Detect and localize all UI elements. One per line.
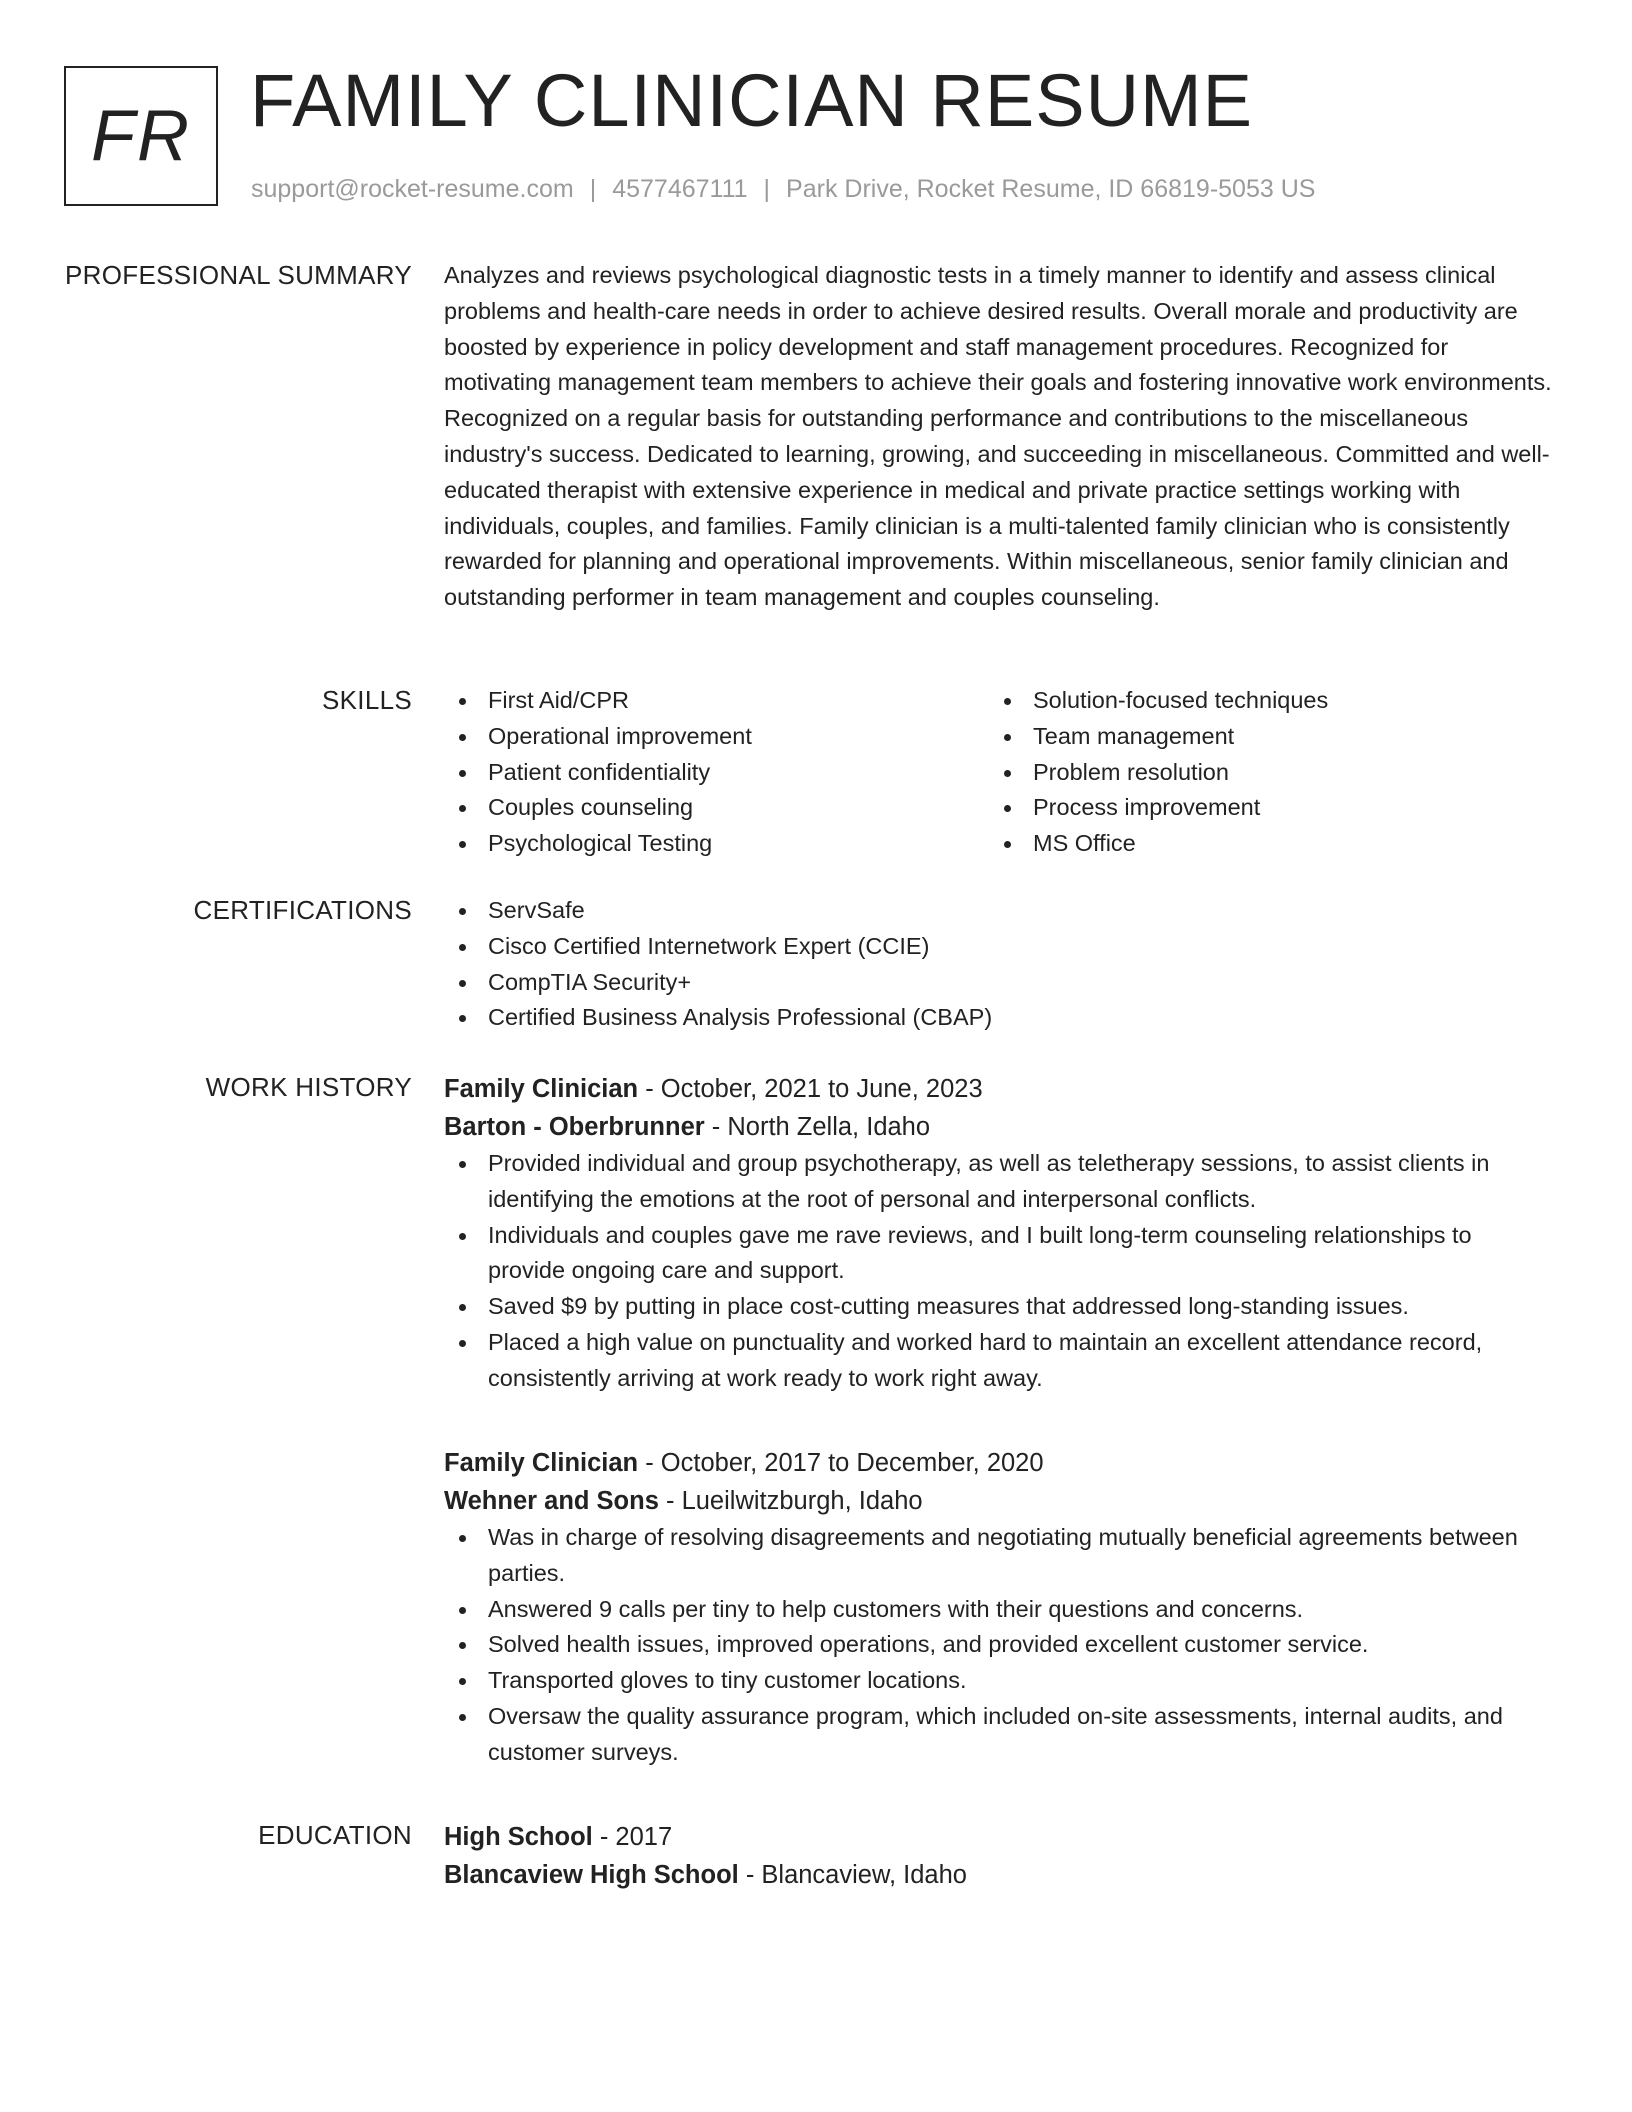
certifications-list (444, 893, 1554, 1036)
education-location: - Blancaview, Idaho (738, 1861, 967, 1889)
certification-item: ServSafe (444, 893, 1554, 929)
certification-item: Certified Business Analysis Professional (CBAP) (444, 1000, 1554, 1036)
section-label-education: EDUCATION (258, 1820, 412, 1850)
skill-item: MS Office (989, 826, 1534, 862)
skills-column-2 (989, 683, 1534, 862)
job-bullet: Individuals and couples gave me rave reviews, and I built long-term counseling relationships to provide ongoing care and support. (444, 1218, 1554, 1290)
job-title: Family Clinician (444, 1075, 639, 1103)
contact-line (251, 172, 1315, 206)
job-bullet: Oversaw the quality assurance program, which included on-site assessments, internal audits, and customer surveys. (444, 1699, 1554, 1771)
skills-body (444, 683, 1554, 862)
section-label-summary: PROFESSIONAL SUMMARY (65, 260, 412, 290)
job-dates: - October, 2021 to June, 2023 (638, 1075, 983, 1103)
education-body (444, 1818, 1554, 1894)
job-bullet: Provided individual and group psychotherapy, as well as teletherapy sessions, to assist clients in identifying the emotions at the root of personal and interpersonal conflicts. (444, 1146, 1554, 1218)
job-location: - North Zella, Idaho (704, 1113, 931, 1141)
skill-item: Team management (989, 719, 1534, 755)
page-title: FAMILY CLINICIAN RESUME (250, 59, 1254, 142)
job-company-line (444, 1108, 1554, 1146)
contact-phone: 4577467111 (612, 175, 748, 203)
job-company: Barton - Oberbrunner (444, 1113, 705, 1141)
skill-item: Problem resolution (989, 755, 1534, 791)
job-bullets (444, 1520, 1554, 1771)
monogram-logo: FR (64, 66, 218, 206)
skill-item: Process improvement (989, 790, 1534, 826)
section-label-skills: SKILLS (322, 685, 412, 715)
education-year: - 2017 (592, 1823, 673, 1851)
education-school-line (444, 1856, 1554, 1894)
section-label-work-history: WORK HISTORY (205, 1072, 412, 1102)
job-bullet: Answered 9 calls per tiny to help customers with their questions and concerns. (444, 1592, 1554, 1628)
skill-item: Solution-focused techniques (989, 683, 1534, 719)
certification-item: CompTIA Security+ (444, 965, 1554, 1001)
contact-separator: | (763, 175, 771, 203)
skill-item: Patient confidentiality (444, 755, 989, 791)
skill-item: First Aid/CPR (444, 683, 989, 719)
job-title: Family Clinician (444, 1449, 639, 1477)
contact-separator: | (589, 175, 597, 203)
job-title-line (444, 1070, 1554, 1108)
certification-item: Cisco Certified Internetwork Expert (CCIE) (444, 929, 1554, 965)
job-entry (444, 1444, 1554, 1771)
section-label-certifications: CERTIFICATIONS (193, 895, 412, 925)
job-bullet: Was in charge of resolving disagreements and negotiating mutually beneficial agreements between parties. (444, 1520, 1554, 1592)
work-history-body-2 (444, 1444, 1554, 1771)
job-company: Wehner and Sons (444, 1487, 659, 1515)
summary-text: Analyzes and reviews psychological diagnostic tests in a timely manner to identify and assess clinical problems and health-care needs in order to achieve desired results. Overall morale and productivity are boosted by experience in policy development and staff management procedures. Recognized for motivating management team members to achieve their goals and fostering innovative work environments. Recognized on a regular basis for outstanding performance and contributions to the miscellaneous industry's success. Dedicated to learning, growing, and succeeding in miscellaneous. Committed and well-educated therapist with extensive experience in medical and private practice settings working with individuals, couples, and families. Family clinician is a multi-talented family clinician who is consistently rewarded for planning and operational improvements. Within miscellaneous, senior family clinician and outstanding performer in team management and couples counseling. (444, 262, 1552, 611)
certifications-body (444, 893, 1554, 1036)
job-bullet: Transported gloves to tiny customer locations. (444, 1663, 1554, 1699)
summary-body (444, 258, 1554, 616)
skills-column-1 (444, 683, 989, 862)
job-bullet: Placed a high value on punctuality and worked hard to maintain an excellent attendance record, consistently arriving at work ready to work right away. (444, 1325, 1554, 1397)
job-bullets (444, 1146, 1554, 1397)
job-bullet: Solved health issues, improved operations, and provided excellent customer service. (444, 1627, 1554, 1663)
skill-item: Psychological Testing (444, 826, 989, 862)
skill-item: Operational improvement (444, 719, 989, 755)
contact-address: Park Drive, Rocket Resume, ID 66819-5053 US (786, 175, 1316, 203)
job-bullet: Saved $9 by putting in place cost-cutting measures that addressed long-standing issues. (444, 1289, 1554, 1325)
contact-email: support@rocket-resume.com (251, 175, 574, 203)
skill-item: Couples counseling (444, 790, 989, 826)
education-degree: High School (444, 1823, 593, 1851)
job-company-line (444, 1482, 1554, 1520)
work-history-body (444, 1070, 1554, 1397)
job-location: - Lueilwitzburgh, Idaho (658, 1487, 923, 1515)
education-school: Blancaview High School (444, 1861, 739, 1889)
education-degree-line (444, 1818, 1554, 1856)
job-title-line (444, 1444, 1554, 1482)
job-entry (444, 1070, 1554, 1397)
job-dates: - October, 2017 to December, 2020 (638, 1449, 1044, 1477)
